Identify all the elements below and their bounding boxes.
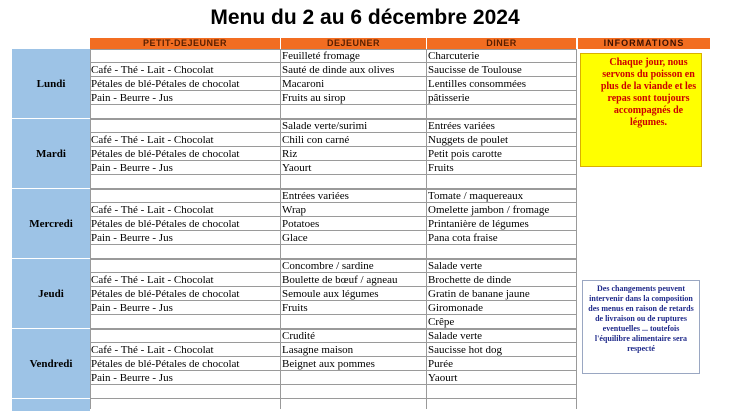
breakfast-item: [90, 189, 280, 203]
dinner-item: Fruits: [428, 162, 454, 174]
lunch-item: Wrap: [282, 204, 306, 216]
dinner-item: Brochette de dinde: [428, 274, 512, 286]
breakfast-item: Pétales de blé-Pétales de chocolat: [91, 218, 240, 230]
breakfast-item: Pétales de blé-Pétales de chocolat: [91, 288, 240, 300]
info-note-changes: Des changements peuvent intervenir dans la composition des menus en raison de retards de livraison ou de ruptures eventuelles ... toutefois l'équilibre alimentaire sera respecté: [582, 280, 700, 374]
lunch-item: [281, 175, 426, 189]
breakfast-item: Café - Thé - Lait - Chocolat: [91, 274, 214, 286]
row-divider: [90, 76, 576, 77]
dinner-item: Omelette jambon / fromage: [428, 204, 550, 216]
dinner-item: Petit pois carotte: [428, 148, 502, 160]
lunch-item: [281, 315, 426, 329]
lunch-item: Crudité: [282, 330, 315, 342]
breakfast-item: [90, 245, 280, 259]
breakfast-item: [90, 105, 280, 119]
breakfast-item: Pain - Beurre - Jus: [91, 372, 173, 384]
breakfast-item: Pétales de blé-Pétales de chocolat: [91, 358, 240, 370]
row-divider: [90, 189, 576, 190]
lunch-item: Lasagne maison: [282, 344, 354, 356]
dinner-item: Lentilles consommées: [428, 78, 527, 90]
breakfast-item: [90, 259, 280, 273]
row-divider: [90, 49, 576, 50]
breakfast-item: Pétales de blé-Pétales de chocolat: [91, 148, 240, 160]
dinner-item: pâtisserie: [428, 92, 470, 104]
row-divider: [90, 216, 576, 217]
dinner-item: Salade verte: [428, 330, 483, 342]
dinner-item: Entrées variées: [428, 120, 495, 132]
lunch-item: [281, 371, 426, 385]
breakfast-item: [90, 315, 280, 329]
day-label: Lundi: [12, 49, 90, 118]
row-divider: [90, 160, 576, 161]
breakfast-item: Pétales de blé-Pétales de chocolat: [91, 78, 240, 90]
dinner-item: [427, 245, 576, 259]
lunch-item: Boulette de bœuf / agneau: [282, 274, 398, 286]
dinner-item: Salade verte: [428, 260, 483, 272]
row-divider: [90, 398, 576, 399]
lunch-item: Feuilleté fromage: [282, 50, 360, 62]
row-divider: [90, 244, 576, 245]
breakfast-item: Café - Thé - Lait - Chocolat: [91, 204, 214, 216]
lunch-item: Potatoes: [282, 218, 320, 230]
lunch-item: Concombre / sardine: [282, 260, 374, 272]
row-divider: [90, 230, 576, 231]
breakfast-item: Pain - Beurre - Jus: [91, 162, 173, 174]
dinner-item: [427, 385, 576, 399]
breakfast-item: Pain - Beurre - Jus: [91, 232, 173, 244]
lunch-item: Glace: [282, 232, 308, 244]
row-divider: [90, 384, 576, 385]
lunch-item: Macaroni: [282, 78, 325, 90]
header-breakfast: PETIT-DEJEUNER: [90, 38, 280, 49]
lunch-item: Beignet aux pommes: [282, 358, 375, 370]
lunch-item: Chili con carné: [282, 134, 350, 146]
row-divider: [90, 119, 576, 120]
row-divider: [90, 342, 576, 343]
breakfast-item: Café - Thé - Lait - Chocolat: [91, 344, 214, 356]
day-label: Mardi: [12, 119, 90, 188]
row-divider: [90, 272, 576, 273]
breakfast-item: [90, 49, 280, 63]
dinner-item: Printanière de légumes: [428, 218, 529, 230]
row-divider: [90, 90, 576, 91]
row-divider: [90, 62, 576, 63]
row-divider: [90, 286, 576, 287]
day-column-tail: [12, 399, 90, 411]
row-divider: [90, 146, 576, 147]
lunch-item: Salade verte/surimi: [282, 120, 368, 132]
day-label: Jeudi: [12, 259, 90, 328]
row-divider: [90, 132, 576, 133]
day-label: Vendredi: [12, 329, 90, 398]
header-lunch: DEJEUNER: [281, 38, 426, 49]
lunch-item: Semoule aux légumes: [282, 288, 379, 300]
dinner-item: Purée: [428, 358, 454, 370]
breakfast-item: Café - Thé - Lait - Chocolat: [91, 64, 214, 76]
row-divider: [90, 202, 576, 203]
breakfast-item: [90, 119, 280, 133]
day-label: Mercredi: [12, 189, 90, 258]
lunch-item: Yaourt: [282, 162, 312, 174]
dinner-item: Charcuterie: [428, 50, 480, 62]
breakfast-item: [90, 385, 280, 399]
breakfast-item: [90, 329, 280, 343]
header-dinner: DINER: [427, 38, 576, 49]
row-divider: [90, 370, 576, 371]
dinner-item: Tomate / maquereaux: [428, 190, 524, 202]
header-info: INFORMATIONS: [578, 38, 710, 49]
dinner-item: Pana cota fraise: [428, 232, 498, 244]
row-divider: [90, 329, 576, 330]
dinner-item: Crêpe: [428, 316, 455, 328]
lunch-item: Riz: [282, 148, 298, 160]
dinner-item: Gratin de banane jaune: [428, 288, 530, 300]
dinner-item: Giromonade: [428, 302, 483, 314]
page-title: Menu du 2 au 6 décembre 2024: [210, 6, 520, 29]
lunch-item: [281, 105, 426, 119]
row-divider: [90, 259, 576, 260]
row-divider: [90, 356, 576, 357]
breakfast-item: [90, 175, 280, 189]
dinner-item: [427, 105, 576, 119]
lunch-item: Entrées variées: [282, 190, 349, 202]
column-divider: [280, 49, 281, 409]
dinner-item: Saucisse hot dog: [428, 344, 502, 356]
lunch-item: Sauté de dinde aux olives: [282, 64, 395, 76]
lunch-item: Fruits au sirop: [282, 92, 346, 104]
dinner-item: Saucisse de Toulouse: [428, 64, 522, 76]
lunch-item: [281, 385, 426, 399]
info-note-fish: Chaque jour, nous servons du poisson en plus de la viande et les repas sont toujours accompagnés de légumes.: [580, 53, 702, 167]
row-divider: [90, 104, 576, 105]
row-divider: [90, 300, 576, 301]
column-divider: [576, 49, 577, 409]
dinner-item: [427, 175, 576, 189]
column-divider: [90, 49, 91, 409]
column-divider: [426, 49, 427, 409]
row-divider: [90, 314, 576, 315]
row-divider: [90, 174, 576, 175]
dinner-item: Yaourt: [428, 372, 458, 384]
lunch-item: [281, 245, 426, 259]
breakfast-item: Pain - Beurre - Jus: [91, 92, 173, 104]
dinner-item: Nuggets de poulet: [428, 134, 509, 146]
lunch-item: Fruits: [282, 302, 308, 314]
breakfast-item: Pain - Beurre - Jus: [91, 302, 173, 314]
breakfast-item: Café - Thé - Lait - Chocolat: [91, 134, 214, 146]
